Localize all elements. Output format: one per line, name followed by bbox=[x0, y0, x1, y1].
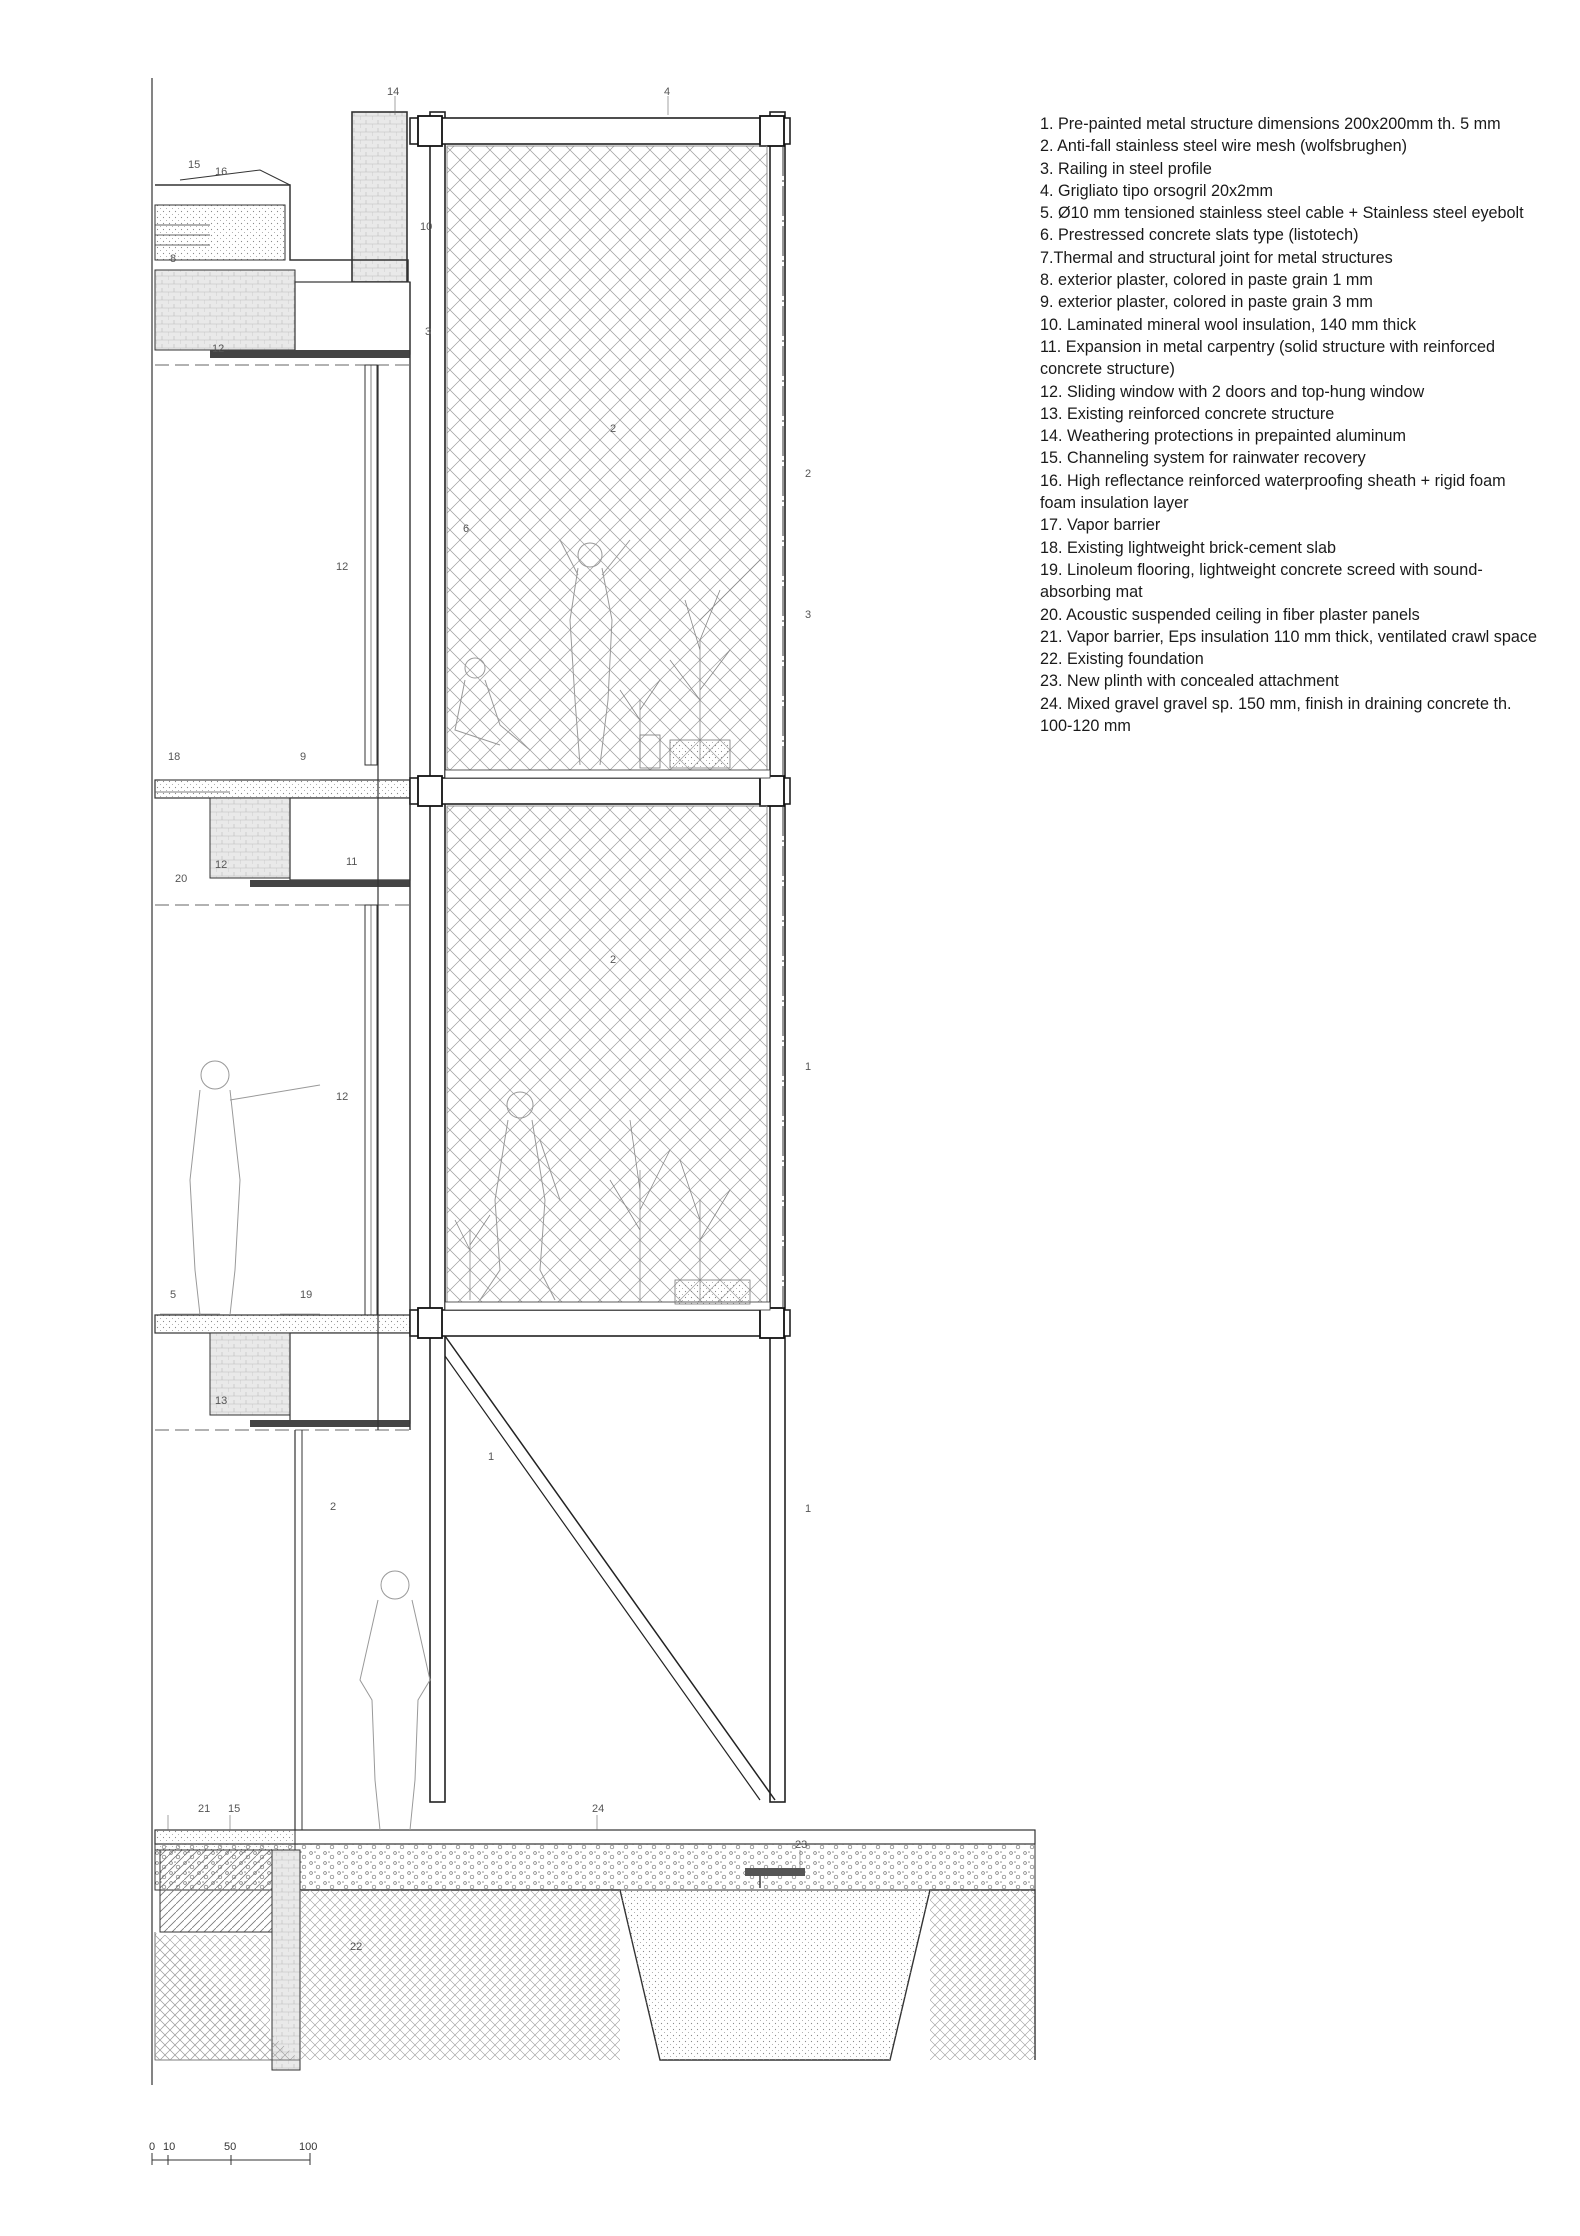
tag-label: 15 bbox=[188, 159, 201, 171]
legend-item: 14. Weathering protections in prepainted aluminum bbox=[1040, 427, 1406, 446]
legend-item: 21. Vapor barrier, Eps insulation 110 mm thick, ventilated crawl space bbox=[1040, 627, 1537, 646]
tag-label: 4 bbox=[664, 86, 671, 98]
tag-label: 21 bbox=[198, 1803, 211, 1815]
tag-label: 5 bbox=[170, 1289, 177, 1301]
tag-label: 24 bbox=[592, 1803, 605, 1815]
legend-item: 17. Vapor barrier bbox=[1040, 516, 1161, 535]
scale-label: 10 bbox=[163, 2141, 176, 2153]
legend-item: 15. Channeling system for rainwater recovery bbox=[1040, 449, 1366, 468]
tag-label: 14 bbox=[387, 86, 400, 98]
tag-label: 10 bbox=[420, 221, 433, 233]
tag-label: 12 bbox=[212, 343, 225, 355]
floor-slab-level-2 bbox=[155, 780, 410, 905]
legend-item: 24. Mixed gravel gravel sp. 150 mm, finish in draining concrete th. 100-120 mm bbox=[1040, 694, 1512, 736]
tag-label: 12 bbox=[215, 859, 228, 871]
tag-label: 18 bbox=[168, 751, 181, 763]
tag-label: 19 bbox=[300, 1289, 313, 1301]
tag-label: 3 bbox=[805, 609, 812, 621]
existing-building bbox=[152, 78, 408, 2085]
legend-list bbox=[1040, 113, 1540, 737]
legend-item: 18. Existing lightweight brick-cement slab bbox=[1040, 538, 1337, 557]
legend-item: 4. Grigliato tipo orsogril 20x2mm bbox=[1040, 181, 1274, 200]
floor-slab-level-1 bbox=[155, 1315, 410, 1430]
floor-slab-roof bbox=[155, 270, 410, 365]
scale-bar bbox=[149, 2141, 317, 2165]
legend-item: 23. New plinth with concealed attachment bbox=[1040, 672, 1339, 691]
tag-label: 16 bbox=[215, 166, 228, 178]
legend-item: 20. Acoustic suspended ceiling in fiber plaster panels bbox=[1040, 605, 1420, 624]
tag-label: 11 bbox=[346, 856, 358, 868]
legend-item: 11. Expansion in metal carpentry (solid structure with reinforced concrete structure) bbox=[1040, 337, 1495, 379]
wire-mesh-panels bbox=[445, 146, 783, 1310]
legend-item: 12. Sliding window with 2 doors and top-hung window bbox=[1040, 382, 1425, 401]
legend-item: 6. Prestressed concrete slats type (listotech) bbox=[1040, 226, 1359, 245]
tag-label: 2 bbox=[805, 468, 812, 480]
legend-item: 7.Thermal and structural joint for metal structures bbox=[1040, 248, 1393, 267]
legend-item: 9. exterior plaster, colored in paste grain 3 mm bbox=[1040, 293, 1373, 312]
tag-label: 2 bbox=[330, 1501, 337, 1513]
legend-item: 16. High reflectance reinforced waterproofing sheath + rigid foam foam insulation layer bbox=[1040, 471, 1506, 513]
tag-label: 1 bbox=[805, 1503, 812, 1515]
tag-label: 23 bbox=[795, 1839, 808, 1851]
tag-label: 22 bbox=[350, 1941, 363, 1953]
scale-label: 50 bbox=[224, 2141, 237, 2153]
tag-label: 8 bbox=[170, 253, 177, 265]
legend-item: 2. Anti-fall stainless steel wire mesh (wolfsbrughen) bbox=[1040, 137, 1408, 156]
scale-label: 100 bbox=[299, 2141, 318, 2153]
tag-label: 12 bbox=[336, 561, 349, 573]
legend-item: 10. Laminated mineral wool insulation, 140 mm thick bbox=[1040, 315, 1417, 334]
legend-item: 5. Ø10 mm tensioned stainless steel cable + Stainless steel eyebolt bbox=[1040, 204, 1524, 223]
tag-label: 2 bbox=[610, 423, 617, 435]
legend-item: 8. exterior plaster, colored in paste grain 1 mm bbox=[1040, 271, 1373, 290]
legend-item: 13. Existing reinforced concrete structure bbox=[1040, 404, 1335, 423]
legend-item: 22. Existing foundation bbox=[1040, 650, 1204, 669]
legend-item: 19. Linoleum flooring, lightweight concrete screed with sound-absorbing mat bbox=[1040, 560, 1483, 602]
tag-label: 6 bbox=[463, 523, 470, 535]
legend-item: 3. Railing in steel profile bbox=[1040, 159, 1212, 178]
tag-label: 3 bbox=[425, 326, 432, 338]
ground-section bbox=[155, 1830, 1035, 2070]
tag-label: 2 bbox=[610, 954, 617, 966]
tag-label: 15 bbox=[228, 1803, 241, 1815]
tag-label: 9 bbox=[300, 751, 307, 763]
tag-label: 20 bbox=[175, 873, 188, 885]
tag-label: 1 bbox=[488, 1451, 495, 1463]
tag-label: 1 bbox=[805, 1061, 812, 1073]
legend-item: 1. Pre-painted metal structure dimensions 200x200mm th. 5 mm bbox=[1040, 115, 1501, 133]
tag-label: 13 bbox=[215, 1395, 228, 1407]
scale-label: 0 bbox=[149, 2141, 156, 2153]
tag-label: 12 bbox=[336, 1091, 349, 1103]
